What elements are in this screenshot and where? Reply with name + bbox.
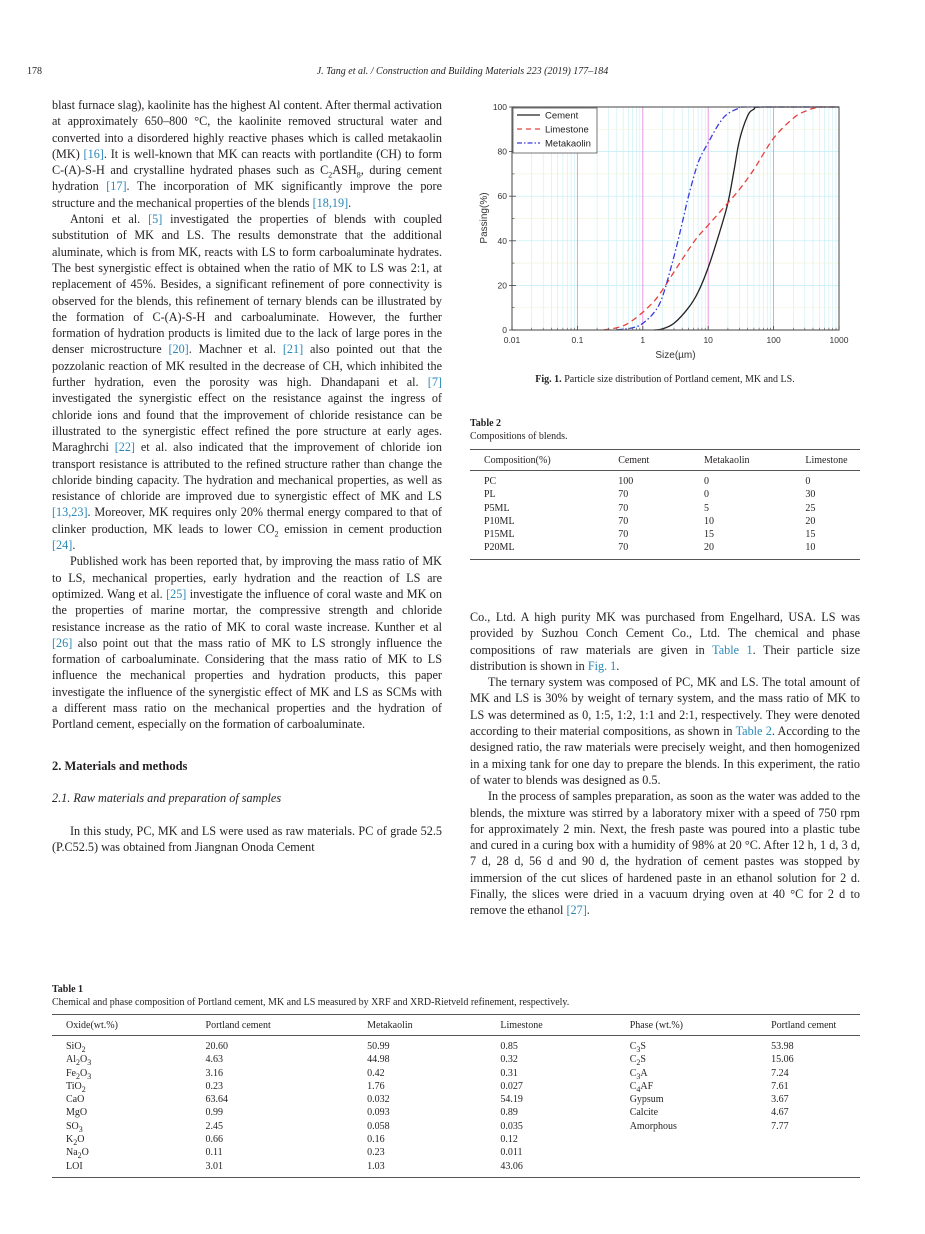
table-cell: 0.42 (367, 1067, 385, 1079)
table-cell: P5ML (484, 502, 510, 514)
legend-label: Limestone (545, 124, 589, 136)
table-cell: $C_4AF$ (629, 1080, 654, 1094)
table-row (470, 488, 860, 501)
page-number: 178 (27, 66, 42, 77)
table-cell: $C_2S$ (629, 1054, 646, 1068)
table-row (470, 515, 860, 528)
table-cell: 70 (618, 542, 629, 554)
x-tick-label: 1000 (829, 335, 849, 345)
table-cell: 4.67 (771, 1107, 789, 1119)
table-cell: 0.89 (500, 1107, 518, 1119)
table-cell: 20 (703, 542, 714, 554)
table-cell: 0.66 (205, 1134, 224, 1146)
table-cell: P15ML (484, 529, 515, 541)
table-cell: 0.16 (367, 1134, 385, 1146)
table-cell: 44.98 (367, 1054, 390, 1066)
table-cell: 25 (805, 502, 816, 514)
table-cell: 15 (703, 529, 714, 541)
table-cell: 0.093 (367, 1107, 390, 1119)
table-cell (630, 1133, 771, 1146)
table-header-cell: Metakaolin (704, 450, 805, 471)
table-cell (771, 1133, 860, 1146)
table-cell (630, 1160, 771, 1178)
table-cell: 100 (618, 476, 634, 487)
table-cell: $SO_3$ (66, 1120, 83, 1134)
table-cell: 7.77 (771, 1120, 789, 1132)
table-cell: 70 (618, 489, 629, 501)
table-cell: 4.63 (205, 1054, 224, 1066)
running-header: J. Tang et al. / Construction and Building Materials 223 (2019) 177–184 (316, 66, 609, 77)
paragraph: The ternary system was composed of PC, MK and LS. The total amount of MK and LS is 30% by weight of ternary system, and the mass ratio of MK to LS was determined as 0, 1:5, 1:2, 1:1 and 2:1, respectively. They were denoted according to their material compositions, as shown in Table 2. According to the designed ratio, the raw materials were precisely weight, and then homogenized in a mixing tank for one day to prepare the blends. In this experiment, the ratio of water to blends was designed as 0.5. (470, 675, 860, 787)
legend-label: Cement (545, 110, 579, 122)
paragraph: blast furnace slag), kaolinite has the highest Al content. After thermal activation at approximately 650–800 °C, the kaolinite removed structural water and converted into a disordered highly reactive phases which is called metakaolin (MK) [16]. It is well-known that MK can reacts with portlandite (CH) to form C-(A)-S-H and crystalline hydrated phases such as $C_2ASH_8$, during cement hydration [17]. The incorporation of MK significantly improve the pore structure and the mechanical properties of the blends [18,19]. (52, 98, 442, 210)
table-cell: $C_3S$ (629, 1041, 646, 1054)
citation-link[interactable]: [20] (168, 342, 189, 357)
table-cell (630, 1146, 771, 1159)
table-cell: 10 (805, 542, 816, 554)
table1-link[interactable]: Table 1 (712, 642, 753, 657)
table-cell: 0.032 (367, 1094, 390, 1106)
table-row (52, 1120, 860, 1133)
table-row (470, 502, 860, 515)
table-cell: 3.01 (205, 1160, 224, 1172)
table-cell: 0.027 (500, 1080, 523, 1092)
table-row (52, 1146, 860, 1159)
table-header-cell: Limestone (805, 450, 860, 471)
table-row (52, 1067, 860, 1080)
chart-legend (513, 108, 597, 153)
table-cell: SiO$_2$ (66, 1041, 86, 1054)
figure1-link[interactable]: Fig. 1 (587, 658, 617, 673)
right-column (470, 609, 860, 919)
table-row (52, 1080, 860, 1093)
table-header-cell: Phase (wt.%) (630, 1015, 771, 1036)
table-cell: 7.61 (771, 1080, 789, 1092)
citation-link[interactable]: [27] (566, 903, 587, 918)
table-cell: LOI (66, 1160, 83, 1172)
citation-link[interactable]: [16] (83, 146, 104, 161)
table-row (52, 1106, 860, 1119)
legend-label: Metakaolin (545, 138, 591, 150)
table-cell: 0.23 (205, 1080, 224, 1092)
table-cell: CaO (66, 1094, 85, 1106)
table-header-cell: Cement (618, 450, 704, 471)
y-tick-label: 100 (492, 102, 507, 112)
table-row (52, 1093, 860, 1106)
table-cell: 3.16 (205, 1067, 224, 1079)
table2 (470, 449, 860, 560)
table-header-cell: Composition(%) (470, 450, 618, 471)
table-cell: 0.32 (500, 1054, 518, 1066)
table-cell: PC (484, 476, 497, 487)
table-cell: 20 (805, 515, 816, 527)
table-cell: 0.85 (500, 1041, 518, 1052)
table1 (52, 1014, 860, 1178)
table-cell: 0.99 (205, 1107, 224, 1119)
y-tick-label: 60 (497, 191, 507, 202)
table-cell: 7.24 (771, 1067, 789, 1079)
table-cell: MgO (66, 1107, 88, 1119)
table-cell: 43.06 (500, 1160, 523, 1172)
table-header-cell: Limestone (500, 1015, 629, 1036)
y-tick-label: 40 (497, 235, 507, 246)
table-cell: 0.058 (367, 1120, 390, 1132)
table-row (470, 528, 860, 541)
table-cell: 1.76 (367, 1080, 385, 1092)
table-row (52, 1036, 860, 1054)
citation-link[interactable]: [25] (166, 586, 187, 601)
table-cell (771, 1146, 860, 1159)
table2-caption: Table 2 Compositions of blends. (470, 418, 568, 442)
table-cell: 0.23 (367, 1147, 385, 1159)
table-cell: Gypsum (629, 1094, 664, 1106)
table-cell: Amorphous (629, 1120, 677, 1132)
table-cell: TiO$_2$ (66, 1080, 86, 1094)
citation-link[interactable]: [7] (427, 375, 442, 390)
table-header-cell: Portland cement (206, 1015, 368, 1036)
table-cell: $C_3A$ (629, 1067, 648, 1081)
paragraph: Published work has been reported that, by improving the mass ratio of MK to LS, mechanical properties, early hydration and the reaction of LS are optimized. Wang et al. [25] investigate the influence of coral waste and MK on the properties of marine mortar, the compressive strength and chloride resistance increase as the ratio of MK to coral waste increase. Kunther et al [26] also point out that the mass ratio of MK to LS strongly influence the formation of carboaluminate. Considering that the mass ratio of MK to LS influence the mechanical properties and hydration products, this paper investigate the influence of the synergistic effect of MK and LS as SCMs with a different mass ratio on the mechanical properties and the hydration of Portland cement, especially on the formation of carboaluminate. (52, 554, 442, 732)
table-cell: 54.19 (500, 1094, 523, 1106)
x-axis-label: Size(µm) (655, 350, 696, 361)
table-cell: 53.98 (771, 1041, 794, 1052)
table1-caption: Table 1 Chemical and phase composition of Portland cement, MK and LS measured by XRF and XRD-Rietveld refinement, respectively. (52, 984, 570, 1008)
table-cell: PL (484, 489, 496, 501)
table-cell: 70 (618, 515, 629, 527)
table-cell: 2.45 (205, 1120, 224, 1132)
table-cell: $K_2O$ (66, 1134, 85, 1148)
y-tick-label: 20 (497, 280, 507, 291)
subsection-heading: 2.1. Raw materials and preparation of samples (52, 790, 282, 805)
section-heading: 2. Materials and methods (52, 758, 188, 773)
citation-link[interactable]: [21] (282, 342, 304, 357)
table-header-cell: Portland cement (771, 1015, 860, 1036)
table-cell: 70 (618, 502, 629, 514)
x-tick-label: 0.01 (503, 335, 521, 345)
table-cell: 0 (703, 489, 709, 501)
citation-link[interactable]: [22] (114, 440, 135, 455)
table-cell: 15.06 (771, 1054, 794, 1066)
table2-link[interactable]: Table 2 (735, 724, 772, 739)
table-cell: 0.31 (500, 1067, 518, 1079)
table-header-cell: Metakaolin (367, 1015, 500, 1036)
paragraph: Co., Ltd. A high purity MK was purchased from Engelhard, USA. LS was provided by Suzhou Conch Cement Co., Ltd. The chemical and phase compositions of raw materials are given in Table 1. Their particle size distribution is shown in Fig. 1. (470, 610, 860, 673)
table-header-cell: Oxide(wt.%) (52, 1015, 206, 1036)
left-column (52, 97, 442, 856)
table-cell: 20.60 (205, 1041, 229, 1052)
table-cell: 0.011 (500, 1147, 523, 1159)
figure-caption: Fig. 1. Particle size distribution of Portland cement, MK and LS. (535, 374, 795, 385)
citation-link[interactable]: [5] (148, 212, 163, 227)
table-cell: Calcite (629, 1107, 659, 1119)
x-tick-label: 1 (640, 335, 646, 345)
table-row (52, 1160, 860, 1178)
table-row (52, 1053, 860, 1066)
citation-link[interactable]: [17] (106, 179, 127, 194)
y-axis-label: Passing(%) (479, 192, 490, 244)
table-cell: 70 (618, 529, 629, 541)
table-cell: $Fe_2O_3$ (66, 1067, 92, 1081)
citation-link[interactable]: [24] (52, 538, 73, 553)
x-tick-label: 100 (766, 335, 781, 345)
citation-link[interactable]: [26] (52, 635, 73, 650)
table-cell: 1.03 (367, 1160, 385, 1172)
citation-link[interactable]: [18,19] (312, 195, 349, 210)
table-cell: 63.64 (205, 1094, 229, 1106)
table-cell: 10 (703, 515, 714, 527)
table-cell: $Na_2O$ (66, 1147, 89, 1161)
table-cell: $Al_2O_3$ (66, 1054, 92, 1068)
table-cell: P10ML (484, 515, 515, 527)
table-row (470, 541, 860, 559)
x-tick-label: 0.1 (571, 335, 584, 345)
table-row (470, 471, 860, 489)
table-cell: 50.99 (367, 1041, 390, 1052)
table-cell: 0 (805, 476, 811, 487)
table-cell: 0.11 (205, 1147, 223, 1159)
y-tick-label: 0 (502, 325, 507, 335)
table-cell: 30 (805, 489, 816, 501)
table-cell: 0.035 (500, 1120, 523, 1132)
x-tick-label: 10 (703, 335, 713, 345)
table-cell: 15 (805, 529, 816, 541)
table-row (52, 1133, 860, 1146)
table-cell: 5 (703, 502, 709, 514)
particle-size-chart (470, 96, 860, 366)
table-cell (771, 1160, 860, 1178)
paragraph: Antoni et al. [5] investigated the properties of blends with coupled substitution of MK and LS. The results demonstrate that the additional aluminate, which is from MK, reacts with LS to form carboaluminate hydrates. The best synergistic effect is obtained when the ratio of MK to LS was 2:1, at replacement of 45%. Besides, a significant refinement of pore connectivity is observed for the blends, this refinement of ternary blends can be illustrated by the formation of C-(A)-S-H and carboaluminate. However, the further formation of hydration products is limited due to the lack of large pores in the denser microstructure [20]. Machner et al. [21] also pointed out that the pozzolanic reaction of MK resulted in the decrease of CH, which inhibited the further hydration, even the porosity was high. Dhandapani et al. [7] investigated the synergistic effect on the resistance against the ingress of chloride ions and found that the improvement of chloride resistance can be illustrated to the synergistic effect refined the pore structure at early ages. Maraghrchi [22] et al. also indicated that the improvement of chloride ion transport resistance is attributed to the refined structure rather than change the chloride binding capacity. The hydration and mechanical properties, as well as resistance of chloride are improved due to synergistic effect of MK and LS [13,23]. Moreover, MK requires only 20% thermal energy compared to that of clinker production, MK leads to lower $CO_2$ emission in cement production [24]. (52, 212, 442, 553)
table-cell: 3.67 (771, 1094, 789, 1106)
citation-link[interactable]: [13,23] (52, 505, 88, 520)
table-cell: P20ML (484, 542, 515, 554)
table-cell: 0.12 (500, 1134, 518, 1146)
paragraph: In this study, PC, MK and LS were used as raw materials. PC of grade 52.5 (P.C52.5) was obtained from Jiangnan Onoda Cement (52, 824, 442, 855)
paragraph: In the process of samples preparation, as soon as the water was added to the blends, the mixture was stirred by a laboratory mixer with a speed of 750 rpm for approximately 2 min. Next, the fresh paste was poured into a plastic tube and cured in a curing box with a humidity of 98% at 20 °C. After 12 h, 1 d, 3 d, 7 d, 28 d, 56 d and 90 d, the hydration of cement pastes was stopped by immersion of the cut slices of hardened paste in an ethanol solution for 2 d. Finally, the slices were dried in a vacuum drying oven at 40 °C for 2 d to remove the ethanol [27]. (470, 789, 860, 918)
table-cell: 0 (703, 476, 709, 487)
y-tick-label: 80 (497, 146, 507, 157)
